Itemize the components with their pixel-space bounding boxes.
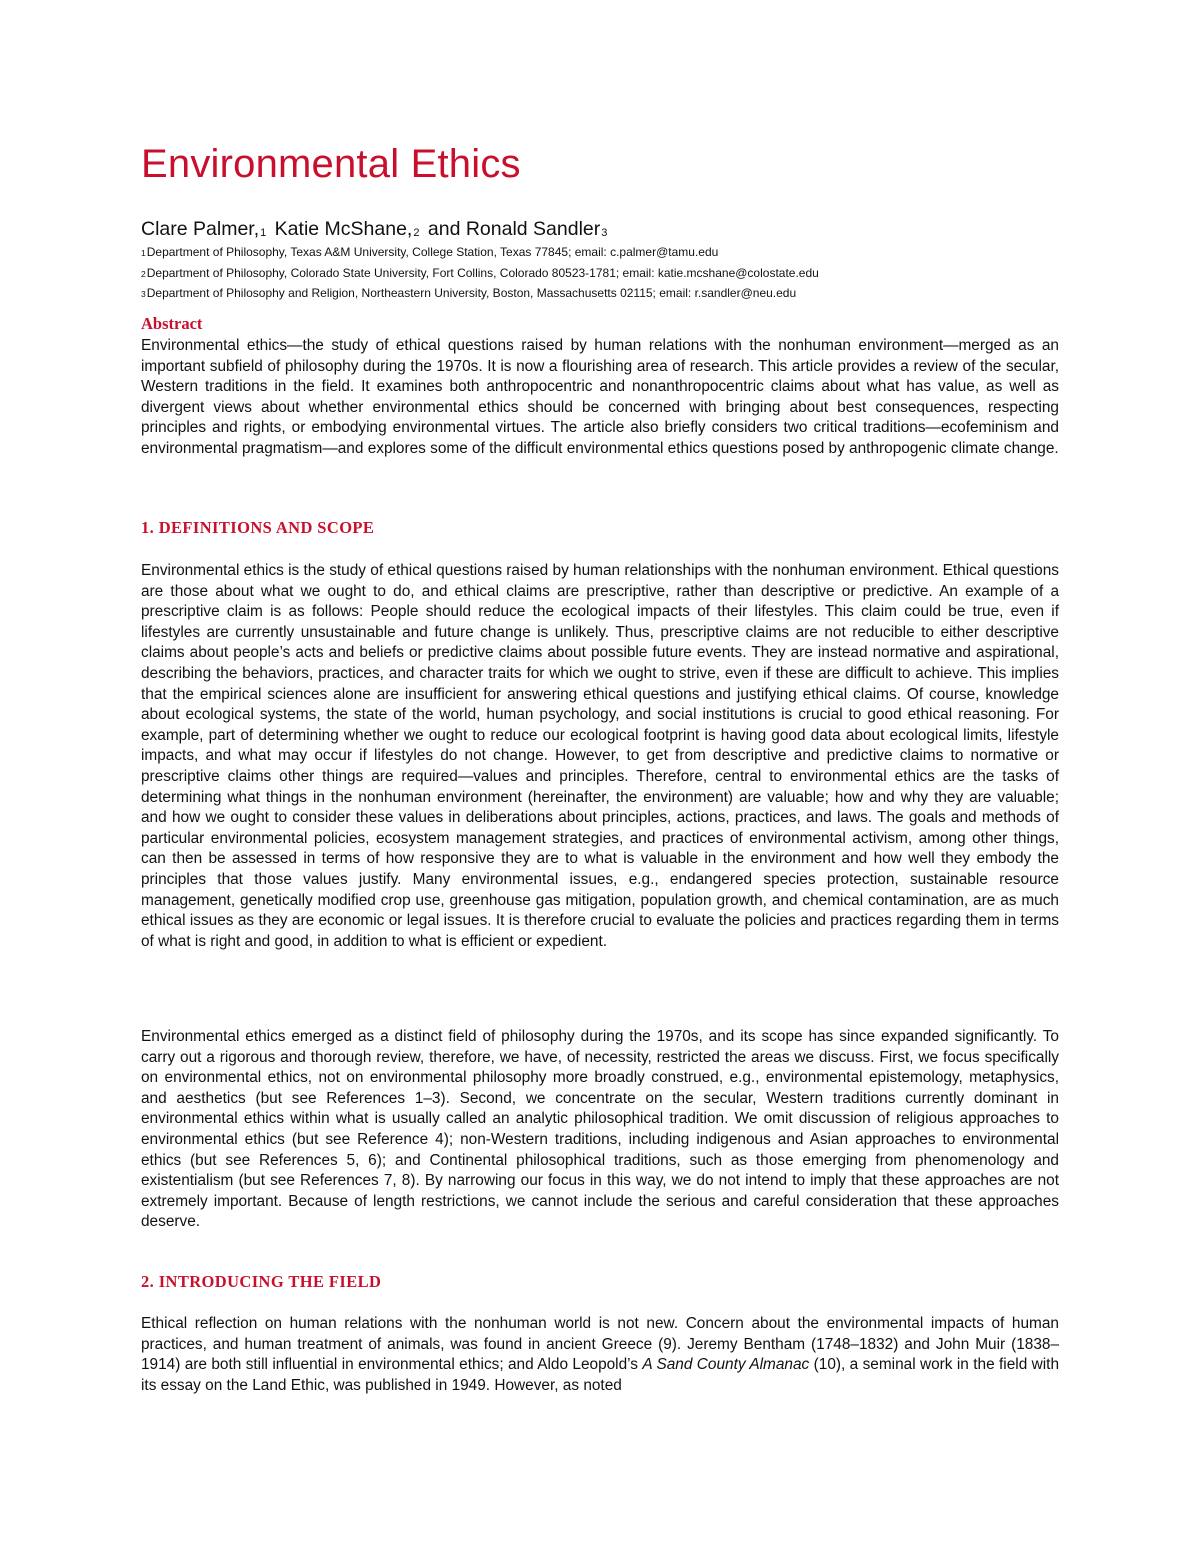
affiliation (141, 243, 1061, 264)
author-name: Katie McShane, (274, 218, 413, 240)
author-name: and Ronald Sandler (427, 218, 601, 240)
author-superscript: 1 (260, 227, 267, 239)
book-title: A Sand County Almanac (642, 1356, 810, 1374)
affiliation-number: 2 (141, 268, 146, 279)
affiliation-list (141, 243, 1061, 305)
affiliation-text: Department of Philosophy, Colorado State University, Fort Collins, Colorado 80523-1781; email: katie.mcshane@colostate.edu (146, 265, 819, 280)
section-heading-definitions: 1. DEFINITIONS AND SCOPE (141, 518, 375, 537)
paragraph: Environmental ethics is the study of ethical questions raised by human relationships with the nonhuman environment. Ethical questions are those about what we ought to do, and ethical claims are prescriptive, rather than descriptive or predictive. An example of a prescriptive claim is as follows: People should reduce the ecological impacts of their lifestyles. This claim could be true, even if lifestyles are currently unsustainable and future change is unlikely. Thus, prescriptive claims are not reducible to either descriptive claims about people’s acts and beliefs or predictive claims about possible future events. They are instead normative and aspirational, describing the behaviors, practices, and character traits for which we ought to strive, even if these are difficult to achieve. This implies that the empirical sciences alone are insufficient for answering ethical questions and justifying ethical claims. Of course, knowledge about ecological systems, the state of the world, human psychology, and social institutions is crucial to good ethical reasoning. For example, part of determining whether we ought to reduce our ecological footprint is having good data about ecological limits, lifestyle impacts, and what may occur if lifestyles do not change. However, to get from descriptive and predictive claims to normative or prescriptive claims other things are required—values and principles. Therefore, central to environmental ethics are the tasks of determining what things in the nonhuman environment (hereinafter, the environment) are valuable; how and why they are valuable; and how we ought to consider these values in deliberations about principles, actions, practices, and laws. The goals and methods of particular environmental policies, ecosystem management strategies, and practices of environmental activism, among other things, can then be assessed in terms of how responsive they are to what is valuable in the environment and how well they embody the principles that those values justify. Many environmental issues, e.g., endangered species protection, sustainable resource management, genetically modified crop use, greenhouse gas mitigation, population growth, and chemical contamination, are as much ethical issues as they are economic or legal issues. It is therefore crucial to evaluate the policies and practices regarding them in terms of what is right and good, in addition to what is efficient or expedient. (141, 562, 1059, 950)
author-superscript: 2 (413, 227, 420, 239)
affiliation-text: Department of Philosophy, Texas A&M University, College Station, Texas 77845; email: c.palmer@tamu.edu (146, 245, 719, 259)
section-heading-introducing: 2. INTRODUCING THE FIELD (141, 1272, 382, 1291)
affiliation (141, 264, 1061, 285)
paragraph-text: (10), a seminal work in the field with its essay on the Land Ethic, was published in 1949. However, as noted (141, 1356, 1060, 1394)
author-name: Clare Palmer, (141, 218, 260, 240)
affiliation (141, 284, 1061, 305)
abstract-text: Environmental ethics—the study of ethical questions raised by human relations with the nonhuman environment—merged as an important subfield of philosophy during the 1970s. It is now a flourishing area of research. This article provides a review of the secular, Western traditions in the field. It examines both anthropocentric and nonanthropocentric claims about what has value, as well as divergent views about whether environmental ethics should be concerned with bringing about best consequences, respecting principles and rights, or embodying environmental virtues. The article also briefly considers two critical traditions—ecofeminism and environmental pragmatism—and explores some of the difficult environmental ethics questions posed by anthropogenic climate change. (141, 337, 1059, 457)
abstract-heading: Abstract (141, 314, 203, 333)
paragraph: Environmental ethics emerged as a distinct field of philosophy during the 1970s, and its scope has since expanded significantly. To carry out a rigorous and thorough review, therefore, we have, of necessity, restricted the areas we discuss. First, we focus specifically on environmental ethics, not on environmental philosophy more broadly construed, e.g., environmental epistemology, metaphysics, and aesthetics (but see References 1–3). Second, we concentrate on the secular, Western traditions currently dominant in environmental ethics within what is usually called an analytic philosophical tradition. We omit discussion of religious approaches to environmental ethics (but see Reference 4); non-Western traditions, including indigenous and Asian approaches to environmental ethics (but see References 5, 6); and Continental philosophical traditions, such as those emerging from phenomenology and existentialism (but see References 7, 8). By narrowing our focus in this way, we do not intend to imply that these approaches are not extremely important. Because of length restrictions, we cannot include the serious and careful consideration that these approaches deserve. (141, 1028, 1059, 1231)
paragraph (141, 1314, 1059, 1396)
paragraph-text: Ethical reflection on human relations with the nonhuman world is not new. Concern about the environmental impacts of human practices, and human treatment of animals, was found in ancient Greece (9). Jeremy Bentham (1748–1832) and John Muir (1838–1914) are both still influential in environmental ethics; and Aldo Leopold’s (141, 1315, 1059, 1374)
article-title: Environmental Ethics (141, 142, 521, 186)
affiliation-number: 1 (141, 248, 146, 258)
affiliation-text: Department of Philosophy and Religion, Northeastern University, Boston, Massachusetts 02115; email: r.sandler@neu.edu (146, 286, 797, 300)
author-list (141, 216, 610, 246)
affiliation-number: 3 (141, 289, 146, 299)
author-superscript: 3 (601, 227, 608, 239)
